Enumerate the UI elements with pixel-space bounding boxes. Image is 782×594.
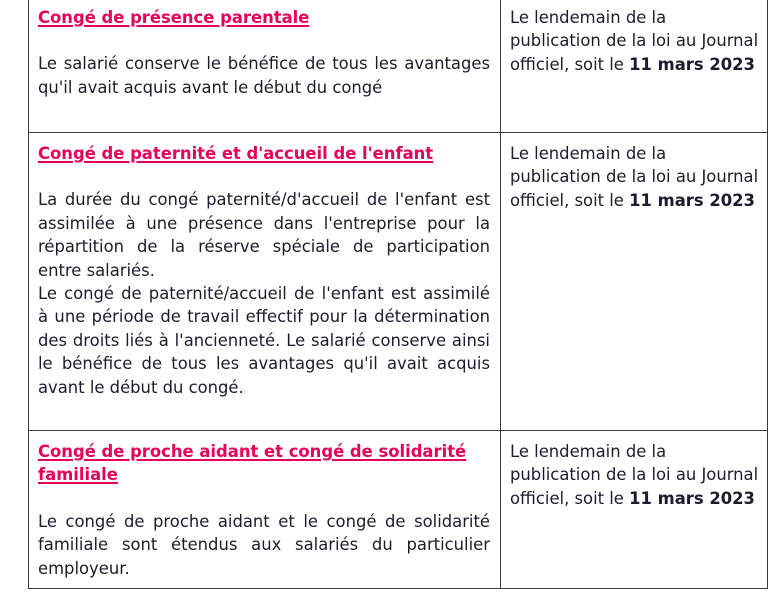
leave-description bbox=[38, 52, 490, 99]
effective-date-text: Le lendemain de la publication de la loi au Journal officiel, soit le bbox=[510, 442, 759, 508]
effective-date-text: Le lendemain de la publication de la loi au Journal officiel, soit le bbox=[510, 8, 759, 74]
effective-date-text: Le lendemain de la publication de la loi au Journal officiel, soit le bbox=[510, 144, 759, 210]
leave-provisions-table bbox=[28, 0, 768, 589]
effective-date-value: 11 mars 2023 bbox=[629, 488, 755, 508]
leave-description-cell bbox=[29, 133, 501, 431]
description-paragraph: Le congé de paternité/accueil de l'enfant est assimilé à une période de travail effectif pour la détermination des droits liés à l'ancienneté. Le salarié conserve ainsi le bénéfice de tous les avantages qu'il avait acquis avant le début du congé. bbox=[38, 284, 490, 397]
leave-description bbox=[38, 510, 490, 580]
table-row bbox=[29, 431, 768, 589]
table-row bbox=[29, 133, 768, 431]
leave-description-cell bbox=[29, 0, 501, 133]
effective-date-cell bbox=[501, 431, 768, 589]
leave-description-cell bbox=[29, 431, 501, 589]
leave-title: Congé de proche aidant et congé de solidarité familiale bbox=[38, 442, 467, 485]
description-paragraph: Le congé de proche aidant et le congé de solidarité familiale sont étendus aux salariés du particulier employeur. bbox=[38, 511, 490, 578]
description-paragraph: Le salarié conserve le bénéfice de tous les avantages qu'il avait acquis avant le début du congé bbox=[38, 54, 490, 97]
leave-title: Congé de présence parentale bbox=[38, 8, 310, 27]
effective-date-cell bbox=[501, 0, 768, 133]
effective-date-cell bbox=[501, 133, 768, 431]
description-paragraph: La durée du congé paternité/d'accueil de l'enfant est assimilée à une présence dans l'entreprise pour la répartition de la réserve spéciale de participation entre salariés. bbox=[38, 190, 490, 280]
table-row bbox=[29, 0, 768, 133]
effective-date-value: 11 mars 2023 bbox=[629, 54, 755, 74]
effective-date-value: 11 mars 2023 bbox=[629, 190, 755, 210]
leave-description bbox=[38, 188, 490, 399]
leave-title: Congé de paternité et d'accueil de l'enfant bbox=[38, 144, 434, 163]
